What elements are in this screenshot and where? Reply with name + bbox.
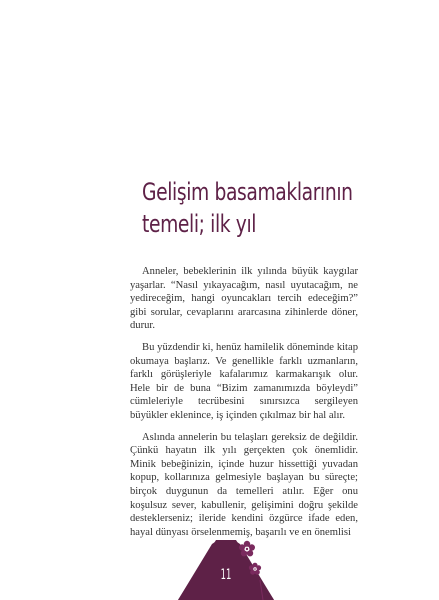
- chapter-title-line-1: Gelişim basamaklarının: [142, 178, 353, 206]
- body-text: [130, 265, 358, 547]
- flower-stem-icon: [258, 580, 268, 600]
- page-number: 11: [220, 567, 232, 583]
- paragraph-3: Aslında annelerin bu telaşları gereksiz de değildir. Çünkü hayatın ilk yılı gerçekten çok önemlidir. Minik bebeğinizin, içinde huzur hissettiği yuvadan kopup, kollarınıza gelmesiyle başlayan bu süreçte; birçok duygunun da temelleri atılır. Eğer onu koşulsuz sever, kabullenir, gelişimini doğru şekilde desteklerseniz; ileride kendini özgürce ifade eden, hayal dünyası örselenmemiş, başarılı ve en önemlisi: [130, 431, 358, 538]
- paragraph-2: Bu yüzdendir ki, henüz hamilelik döneminde kitap okumaya başlarız. Ve genellikle farklı uzmanların, farklı görüşleriyle kafalarımız karmakarışık olur. Hele bir de buna “Bizim zamanımızda böyleydi” cümleleriyle tecrübesini sınırsızca sergileyen büyükler eklenince, iş içinden çıkılmaz bir hal alır.: [130, 341, 358, 421]
- page-number-badge: [178, 540, 274, 600]
- flower-icon-large: [238, 540, 256, 558]
- paragraph-1: Anneler, bebeklerinin ilk yılında büyük kaygılar yaşarlar. “Nasıl yıkayacağım, nasıl uyutacağım, ne yedireceğim, hangi oyuncakları tercih edeceğim?” gibi sorular, cevaplarını ararcasına zihinlerde döner, durur.: [130, 266, 358, 332]
- chapter-title-line-2: temeli; ilk yıl: [142, 210, 257, 238]
- flower-icon-small: [248, 562, 262, 576]
- chapter-title: [142, 176, 353, 240]
